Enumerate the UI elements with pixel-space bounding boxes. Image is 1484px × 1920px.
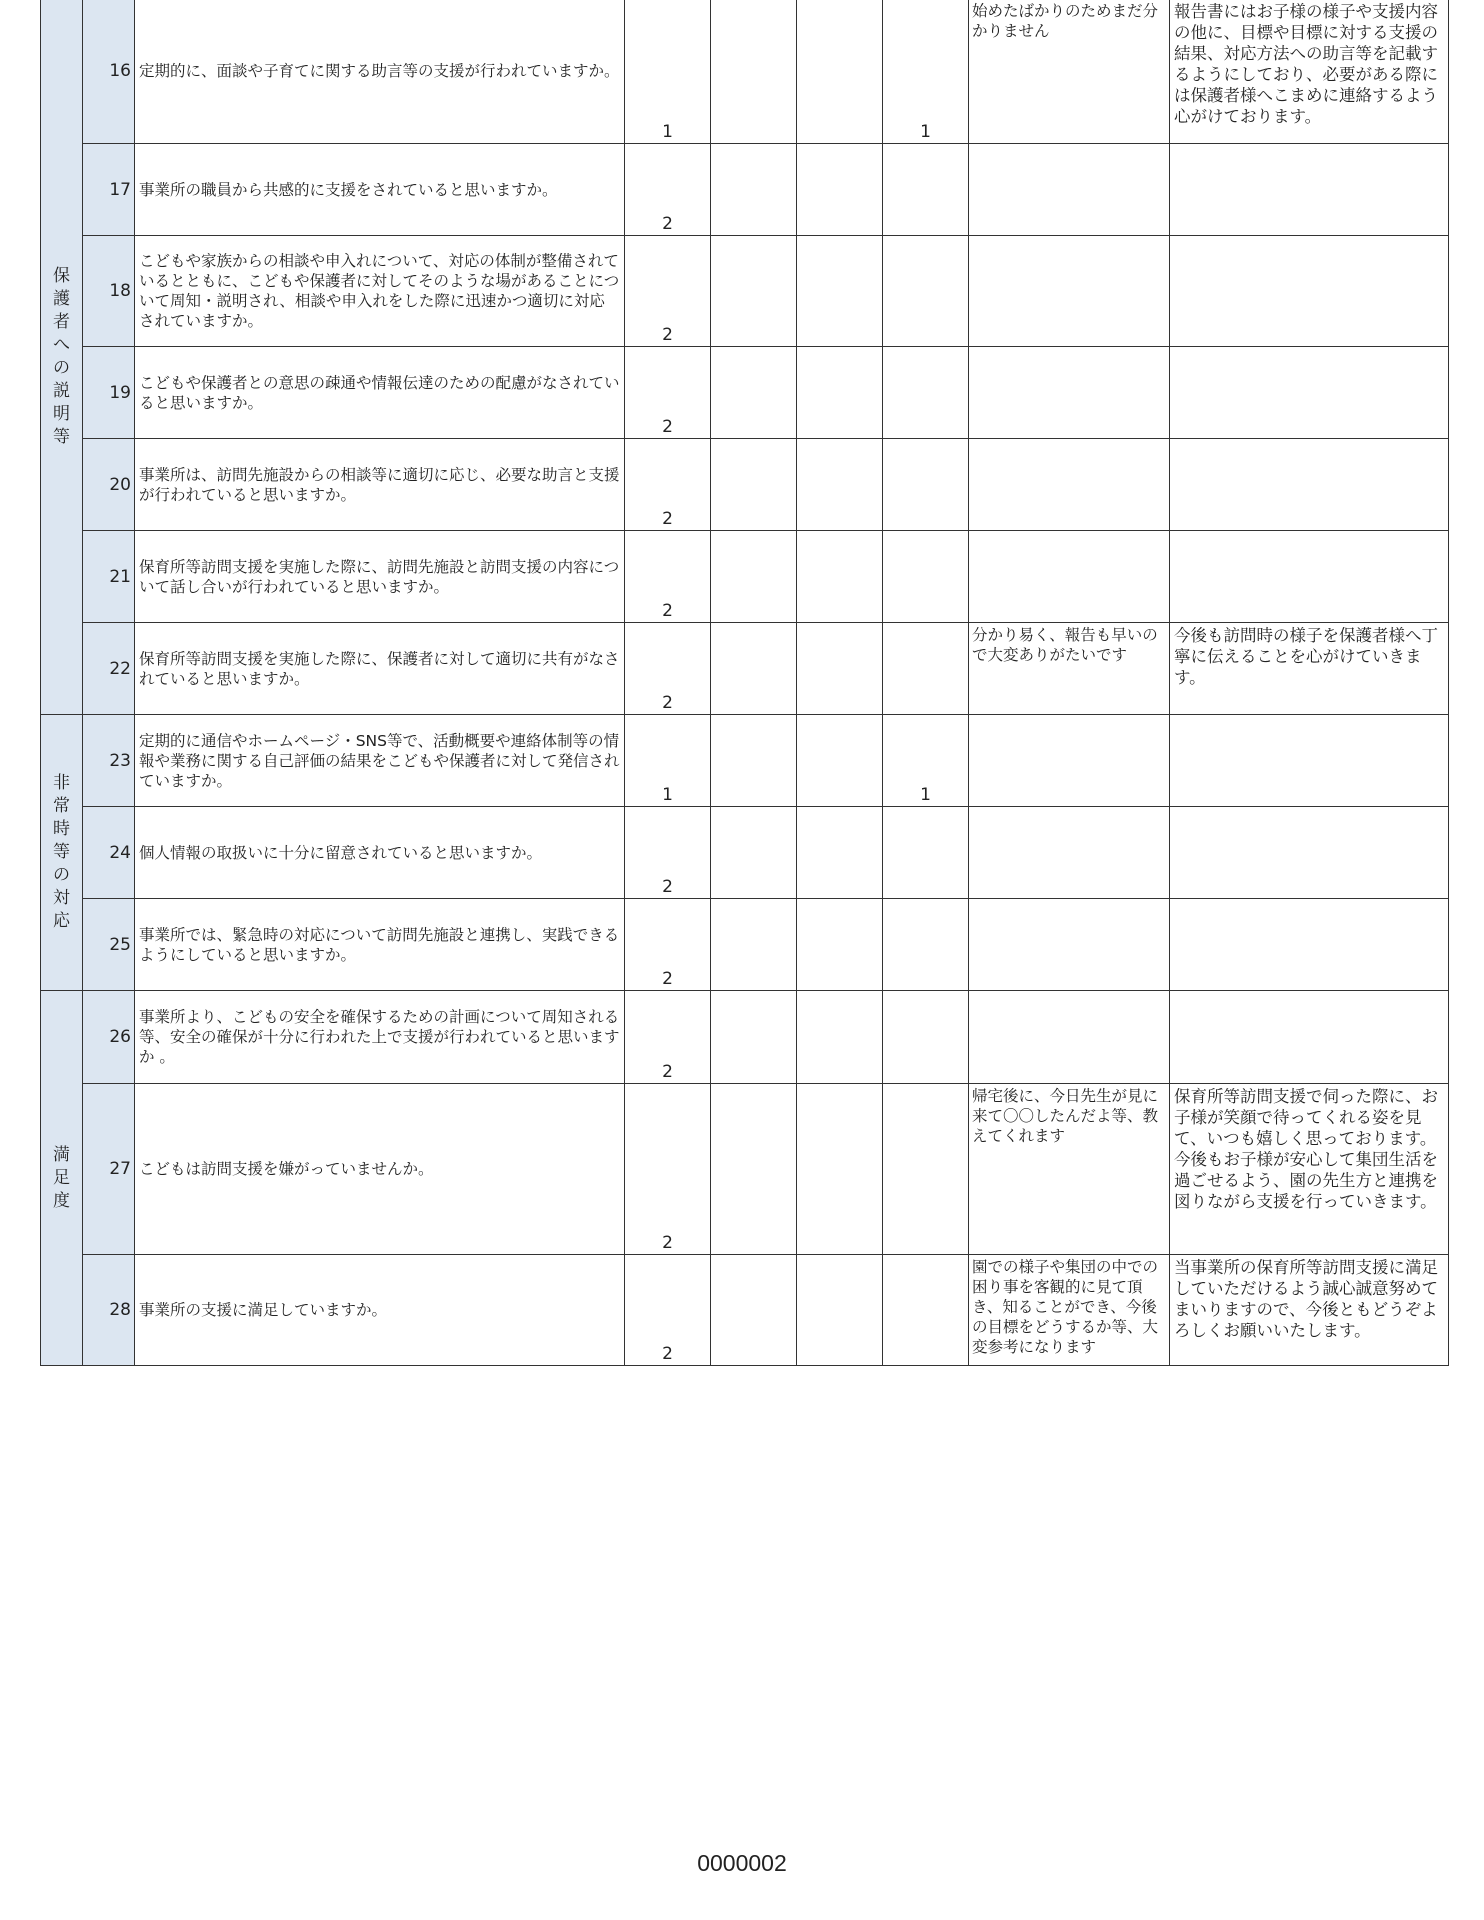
count-unknown xyxy=(883,531,969,623)
question-text: 定期的に通信やホームページ・SNS等で、活動概要や連絡体制等の情報や業務に関する自己評価の結果をこどもや保護者に対して発信されていますか。 xyxy=(135,715,625,807)
question-number: 18 xyxy=(83,236,135,347)
question-number: 27 xyxy=(83,1084,135,1255)
count-no xyxy=(797,144,883,236)
count-yes: 2 xyxy=(625,236,711,347)
office-response: 保育所等訪問支援で伺った際に、お子様が笑顔で待ってくれる姿を見て、いつも嬉しく思っております。今後もお子様が安心して集団生活を過ごせるよう、園の先生方と連携を図りながら支援を行っていきます。 xyxy=(1170,1084,1449,1255)
table-row xyxy=(41,0,1449,144)
table-row xyxy=(41,715,1449,807)
count-neutral xyxy=(711,807,797,899)
question-number: 23 xyxy=(83,715,135,807)
count-yes: 2 xyxy=(625,1255,711,1366)
question-number: 16 xyxy=(83,0,135,144)
count-no xyxy=(797,623,883,715)
question-text: 個人情報の取扱いに十分に留意されていると思いますか。 xyxy=(135,807,625,899)
category-label-satisfaction: 満足度 xyxy=(41,991,83,1366)
count-unknown: 1 xyxy=(883,0,969,144)
count-yes: 2 xyxy=(625,899,711,991)
count-no xyxy=(797,439,883,531)
question-text: 事業所は、訪問先施設からの相談等に適切に応じ、必要な助言と支援が行われていると思いますか。 xyxy=(135,439,625,531)
count-yes: 2 xyxy=(625,1084,711,1255)
count-unknown xyxy=(883,144,969,236)
office-response: 当事業所の保育所等訪問支援に満足していただけるよう誠心誠意努めてまいりますので、今後ともどうぞよろしくお願いいたします。 xyxy=(1170,1255,1449,1366)
count-yes: 1 xyxy=(625,0,711,144)
count-neutral xyxy=(711,899,797,991)
office-response xyxy=(1170,236,1449,347)
count-unknown: 1 xyxy=(883,715,969,807)
count-yes: 2 xyxy=(625,807,711,899)
question-number: 17 xyxy=(83,144,135,236)
count-neutral xyxy=(711,1084,797,1255)
count-no xyxy=(797,531,883,623)
question-number: 22 xyxy=(83,623,135,715)
count-yes: 2 xyxy=(625,439,711,531)
table-row xyxy=(41,144,1449,236)
count-no xyxy=(797,1084,883,1255)
question-number: 20 xyxy=(83,439,135,531)
question-number: 26 xyxy=(83,991,135,1084)
office-response: 報告書にはお子様の様子や支援内容の他に、目標や目標に対する支援の結果、対応方法への助言等を記載するようにしており、必要がある際には保護者様へこまめに連絡するよう心がけております。 xyxy=(1170,0,1449,144)
table-row xyxy=(41,1084,1449,1255)
table-row xyxy=(41,899,1449,991)
count-unknown xyxy=(883,439,969,531)
count-unknown xyxy=(883,236,969,347)
office-response xyxy=(1170,347,1449,439)
guardian-comment xyxy=(969,144,1170,236)
count-unknown xyxy=(883,899,969,991)
office-response xyxy=(1170,899,1449,991)
count-neutral xyxy=(711,715,797,807)
office-response xyxy=(1170,531,1449,623)
count-no xyxy=(797,1255,883,1366)
guardian-comment: 帰宅後に、今日先生が見に来て〇〇したんだよ等、教えてくれます xyxy=(969,1084,1170,1255)
office-response xyxy=(1170,439,1449,531)
table-row xyxy=(41,439,1449,531)
table-row xyxy=(41,1255,1449,1366)
count-no xyxy=(797,807,883,899)
question-number: 19 xyxy=(83,347,135,439)
question-text: 事業所の支援に満足していますか。 xyxy=(135,1255,625,1366)
count-neutral xyxy=(711,991,797,1084)
guardian-comment xyxy=(969,991,1170,1084)
count-no xyxy=(797,899,883,991)
count-no xyxy=(797,991,883,1084)
question-text: 事業所では、緊急時の対応について訪問先施設と連携し、実践できるようにしていると思いますか。 xyxy=(135,899,625,991)
guardian-comment xyxy=(969,347,1170,439)
count-yes: 2 xyxy=(625,347,711,439)
guardian-comment xyxy=(969,439,1170,531)
count-unknown xyxy=(883,1084,969,1255)
table-row xyxy=(41,623,1449,715)
count-unknown xyxy=(883,347,969,439)
count-unknown xyxy=(883,991,969,1084)
count-no xyxy=(797,236,883,347)
question-text: 保育所等訪問支援を実施した際に、訪問先施設と訪問支援の内容について話し合いが行われていると思いますか。 xyxy=(135,531,625,623)
category-label-emergency: 非常時等の対応 xyxy=(41,715,83,991)
count-no xyxy=(797,347,883,439)
question-number: 21 xyxy=(83,531,135,623)
table-row xyxy=(41,347,1449,439)
count-neutral xyxy=(711,236,797,347)
category-label-explain: 保護者への説明等 xyxy=(41,0,83,715)
question-text: 定期的に、面談や子育てに関する助言等の支援が行われていますか。 xyxy=(135,0,625,144)
count-neutral xyxy=(711,1255,797,1366)
count-unknown xyxy=(883,623,969,715)
question-number: 24 xyxy=(83,807,135,899)
office-response xyxy=(1170,715,1449,807)
count-yes: 1 xyxy=(625,715,711,807)
survey-table xyxy=(40,0,1449,1366)
guardian-comment xyxy=(969,899,1170,991)
count-neutral xyxy=(711,144,797,236)
count-unknown xyxy=(883,1255,969,1366)
question-text: 事業所の職員から共感的に支援をされていると思いますか。 xyxy=(135,144,625,236)
office-response xyxy=(1170,807,1449,899)
guardian-comment xyxy=(969,531,1170,623)
table-row xyxy=(41,807,1449,899)
question-text: 事業所より、こどもの安全を確保するための計画について周知される等、安全の確保が十分に行われた上で支援が行われていると思いますか 。 xyxy=(135,991,625,1084)
office-response xyxy=(1170,991,1449,1084)
table-row xyxy=(41,531,1449,623)
table-row xyxy=(41,991,1449,1084)
question-number: 28 xyxy=(83,1255,135,1366)
guardian-comment: 園での様子や集団の中での困り事を客観的に見て頂き、知ることができ、今後の目標をどうするか等、大変参考になります xyxy=(969,1255,1170,1366)
count-yes: 2 xyxy=(625,623,711,715)
question-text: こどもは訪問支援を嫌がっていませんか。 xyxy=(135,1084,625,1255)
question-text: こどもや保護者との意思の疎通や情報伝達のための配慮がなされていると思いますか。 xyxy=(135,347,625,439)
count-unknown xyxy=(883,807,969,899)
count-neutral xyxy=(711,0,797,144)
count-no xyxy=(797,0,883,144)
office-response xyxy=(1170,144,1449,236)
count-yes: 2 xyxy=(625,991,711,1084)
guardian-comment xyxy=(969,236,1170,347)
question-text: こどもや家族からの相談や申入れについて、対応の体制が整備されているとともに、こどもや保護者に対してそのような場があることについて周知・説明され、相談や申入れをした際に迅速かつ適切に対応されていますか。 xyxy=(135,236,625,347)
count-neutral xyxy=(711,623,797,715)
question-number: 25 xyxy=(83,899,135,991)
guardian-comment xyxy=(969,715,1170,807)
office-response: 今後も訪問時の様子を保護者様へ丁寧に伝えることを心がけていきます。 xyxy=(1170,623,1449,715)
count-neutral xyxy=(711,439,797,531)
guardian-comment: 分かり易く、報告も早いので大変ありがたいです xyxy=(969,623,1170,715)
guardian-comment: 始めたばかりのためまだ分かりません xyxy=(969,0,1170,144)
count-neutral xyxy=(711,531,797,623)
count-no xyxy=(797,715,883,807)
guardian-comment xyxy=(969,807,1170,899)
question-text: 保育所等訪問支援を実施した際に、保護者に対して適切に共有がなされていると思いますか。 xyxy=(135,623,625,715)
count-yes: 2 xyxy=(625,144,711,236)
count-neutral xyxy=(711,347,797,439)
table-row xyxy=(41,236,1449,347)
page-number: 0000002 xyxy=(697,1850,787,1876)
count-yes: 2 xyxy=(625,531,711,623)
